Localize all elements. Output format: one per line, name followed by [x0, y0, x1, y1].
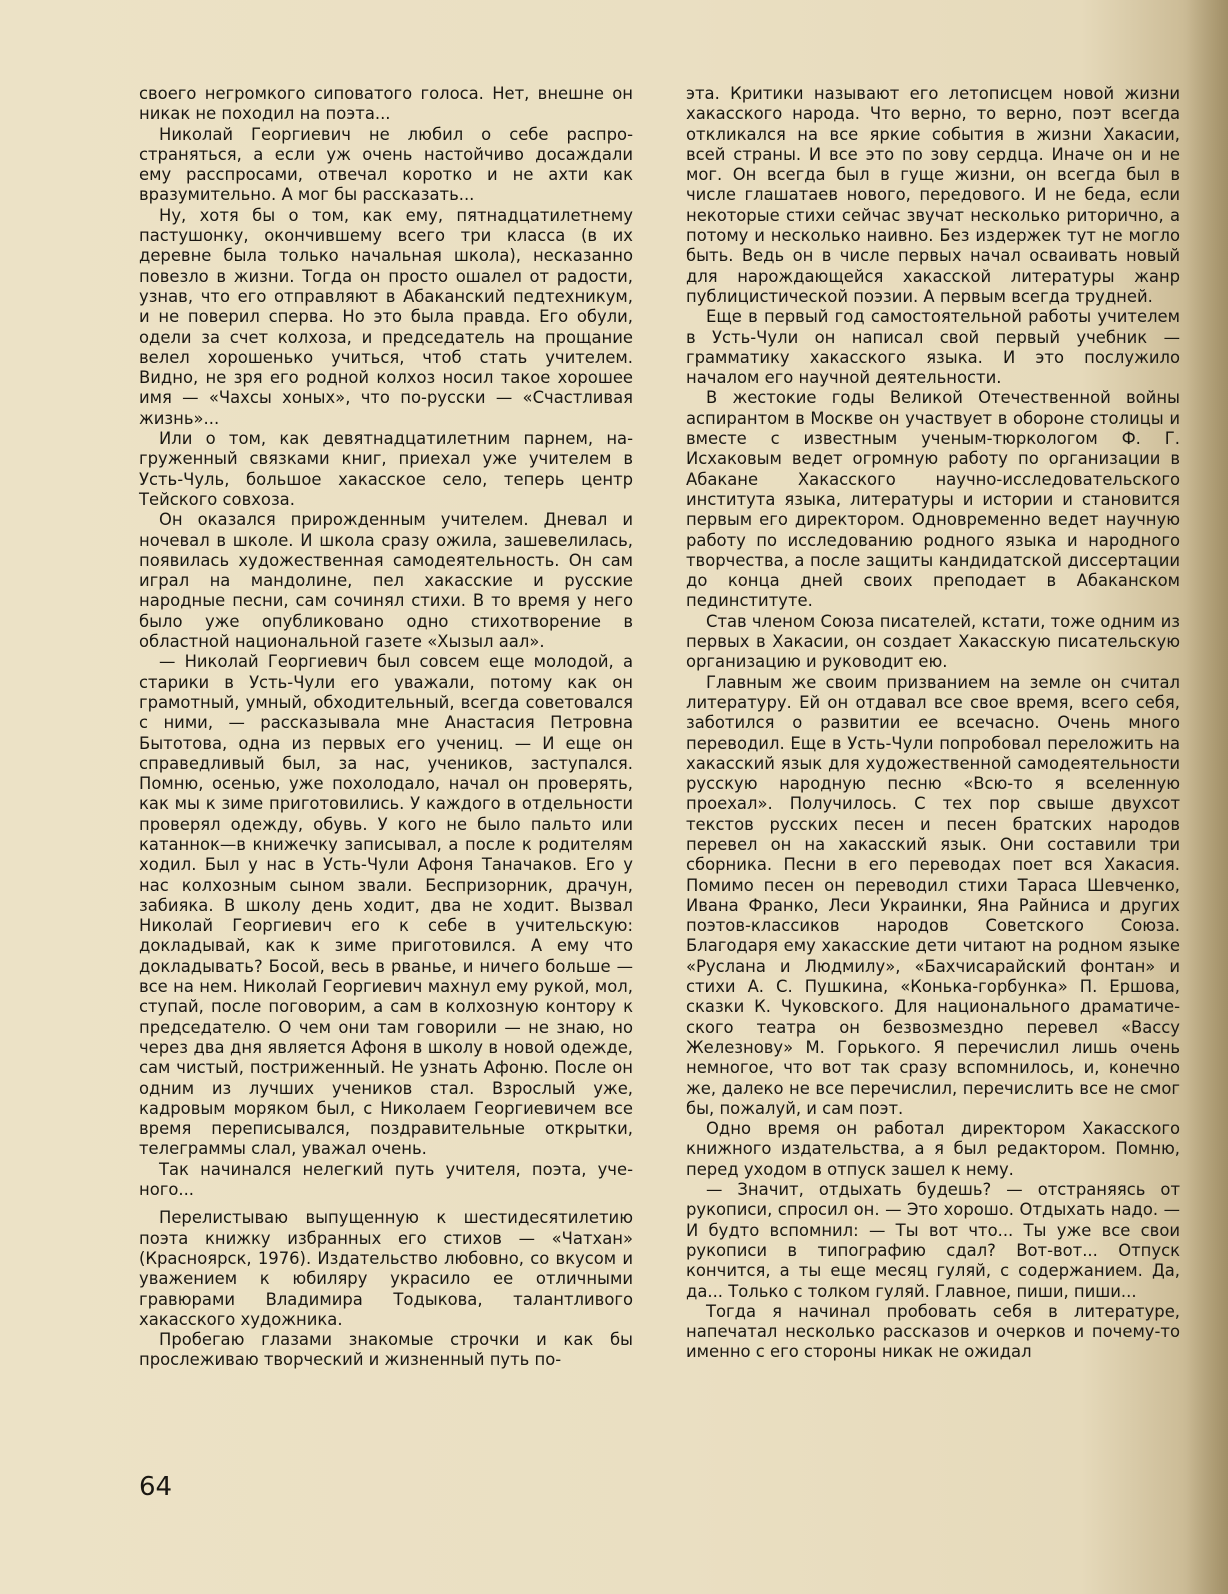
- page-number: 64: [139, 1472, 173, 1502]
- paragraph: своего негромкого сиповатого голоса. Нет, внешне он никак не походил на поэта...: [139, 84, 633, 124]
- paragraph: Он оказался прирожденным учителем. Дневал и ночевал в школе. И школа сразу ожила, зашевелилась, появилась художественная самодеятельность. Он сам играл на мандолине, пел хакасские и русские народные песни, сам сочинял стихи. В то время у него было уже опубликовано одно стихотворение в областной национальной газете «Хызыл аал».: [139, 510, 633, 652]
- paragraph: Так начинался нелегкий путь учителя, поэта, ученого...: [139, 1159, 633, 1200]
- paragraph: Или о том, как девятнадцатилетним парнем, нагруженный связками книг, приехал уже учителем в Усть-Чуль, большое хакасское село, теперь центр Тейского совхоза.: [139, 429, 633, 509]
- paragraph: Ну, хотя бы о том, как ему, пятнадцатилетнему пастушонку, окончившему всего три класса (в их деревне была только начальная школа), несказанно повезло в жизни. Тогда он просто ошалел от радости, узнав, что его отправляют в Абаканский педтехникум, и не поверил сперва. Но это была правда. Его обули, одели за счет колхоза, и председатель на прощание велел хорошенько учиться, чтоб стать учителем. Видно, не зря его родной колхоз носил такое хорошее имя — «Чахсы хоных», что по-русски — «Счастливая жизнь»...: [139, 205, 633, 428]
- paragraph: Став членом Союза писателей, кстати, тоже одним из первых в Хакасии, он создает Хакасскую писательскую организацию и руководит ею.: [686, 611, 1180, 672]
- paragraph: Тогда я начинал пробовать себя в литературе, напечатал несколько рассказов и очерков и почему-то именно с его стороны никак не ожидал: [686, 1301, 1180, 1362]
- paragraph: Перелистываю выпущенную к шестидесятилетию поэта книжку избранных его стихов — «Чатхан» (Красноярск, 1976). Издательство любовно, со вкусом и уважением к юбиляру украсило ее отличными гравюрами Владимира Тодыкова, талантливого хакасского художника.: [139, 1208, 633, 1329]
- paragraph: Главным же своим призванием на земле он считал литературу. Ей он отдавал все свое время, всего себя, заботился о развитии ее всечасно. Очень много переводил. Еще в Усть-Чули попробовал переложить на хакасский язык для художественной самодеятельности русскую народную песню «Всю-то я вселенную проехал». Получилось. С тех пор свыше двухсот текстов русских песен и песен братских народов перевел он на хакасский язык. Они составили три сборника. Песни в его переводах поет вся Хакасия. Помимо песен он переводил стихи Тараса Шевченко, Ивана Франко, Леси Украинки, Яна Райниса и других поэтов-классиков народов Советского Союза. Благодаря ему хакасские дети читают на родном языке «Руслана и Людмилу», «Бахчисарайский фонтан» и стихи А. С. Пушкина, «Конька-горбунка» П. Ершова, сказки К. Чуковского. Для национального драматического театра он безвозмездно перевел «Вассу Железнову» М. Горького. Я перечислил лишь очень немногое, что вот так сразу вспомнилось, и, конечно же, далеко не все перечислил, перечислить все не смог бы, пожалуй, и сам поэт.: [686, 672, 1180, 1118]
- paragraph: Одно время он работал директором Хакасского книжного издательства, а я был редактором. Помню, перед уходом в отпуск зашел к нему.: [686, 1119, 1180, 1179]
- left-text-column: [139, 84, 633, 1371]
- right-text-column: [686, 84, 1180, 1363]
- paragraph: Николай Георгиевич не любил о себе распространяться, а если уж очень настойчиво досаждали ему расспросами, отвечал коротко и не ахти как вразумительно. А мог бы рассказать...: [139, 124, 633, 205]
- paragraph: Еще в первый год самостоятельной работы учителем в Усть-Чули он написал свой первый учебник — грамматику хакасского языка. И это послужило началом его научной деятельности.: [686, 307, 1180, 388]
- paragraph: — Николай Георгиевич был совсем еще молодой, а старики в Усть-Чули его уважали, потому как он грамотный, умный, обходительный, всегда советовался с ними, — рассказывала мне Анастасия Петровна Бытотова, одна из первых его учениц. — И еще он справедливый был, за нас, учеников, заступался. Помню, осенью, уже похолодало, начал он проверять, как мы к зиме приготовились. У каждого в отдельности проверял одежду, обувь. У кого не было пальто или катаннок—в книжечку записывал, а после к родителям ходил. Был у нас в Усть-Чули Афоня Таначаков. Его у нас колхозным сыном звали. Беспризорник, драчун, забияка. В школу день ходит, два не ходит. Вызвал Николай Георгиевич его к себе в учительскую: докладывай, как к зиме приготовился. А ему что докладывать? Босой, весь в рванье, и ничего больше — все на нем. Николай Георгиевич махнул ему рукой, мол, ступай, после поговорим, а сам в колхозную контору к председателю. О чем они там говорили — не знаю, но через два дня является Афоня в школу в новой одежде, сам чистый, постриженный. Не узнать Афоню. После он одним из лучших учеников стал. Взрослый уже, кадровым моряком был, с Николаем Георгиевичем все время переписывался, поздравительные открытки, телеграммы слал, уважал очень.: [139, 652, 633, 1159]
- paragraph: В жестокие годы Великой Отечественной войны аспирантом в Москве он участвует в обороне столицы и вместе с известным ученым-тюркологом Ф. Г. Исхаковым ведет огромную работу по организации в Абакане Хакасского научно-исследовательского института языка, литературы и истории и становится первым его директором. Одновременно ведет научную работу по исследованию родного языка и народного творчества, а после защиты кандидатской диссертации до конца дней своих преподает в Абаканском пединституте.: [686, 388, 1180, 611]
- paragraph: Пробегаю глазами знакомые строчки и как бы прослеживаю творческий и жизненный путь по-: [139, 1330, 633, 1370]
- paragraph: эта. Критики называют его летописцем новой жизни хакасского народа. Что верно, то верно, поэт всегда откликался на все яркие события в жизни Хакасии, всей страны. И все это по зову сердца. Иначе он и не мог. Он всегда был в гуще жизни, он всегда был в числе глашатаев нового, передового. И не беда, если некоторые стихи сейчас звучат несколько риторично, а потому и несколько наивно. Без издержек тут не могло быть. Ведь он в числе первых начал осваивать новый для нарождающейся хакасской литературы жанр публицистической поэзии. А первым всегда трудней.: [686, 84, 1180, 306]
- paragraph: — Значит, отдыхать будешь? — отстраняясь от рукописи, спросил он. — Это хорошо. Отдыхать надо. — И будто вспомнил: — Ты вот что... Ты уже все свои рукописи в типографию сдал? Вот-вот... Отпуск кончится, а ты еще месяц гуляй, с содержанием. Да, да... Только с толком гуляй. Главное, пиши, пиши...: [686, 1180, 1180, 1301]
- page-edge-shadow: [1186, 0, 1228, 1594]
